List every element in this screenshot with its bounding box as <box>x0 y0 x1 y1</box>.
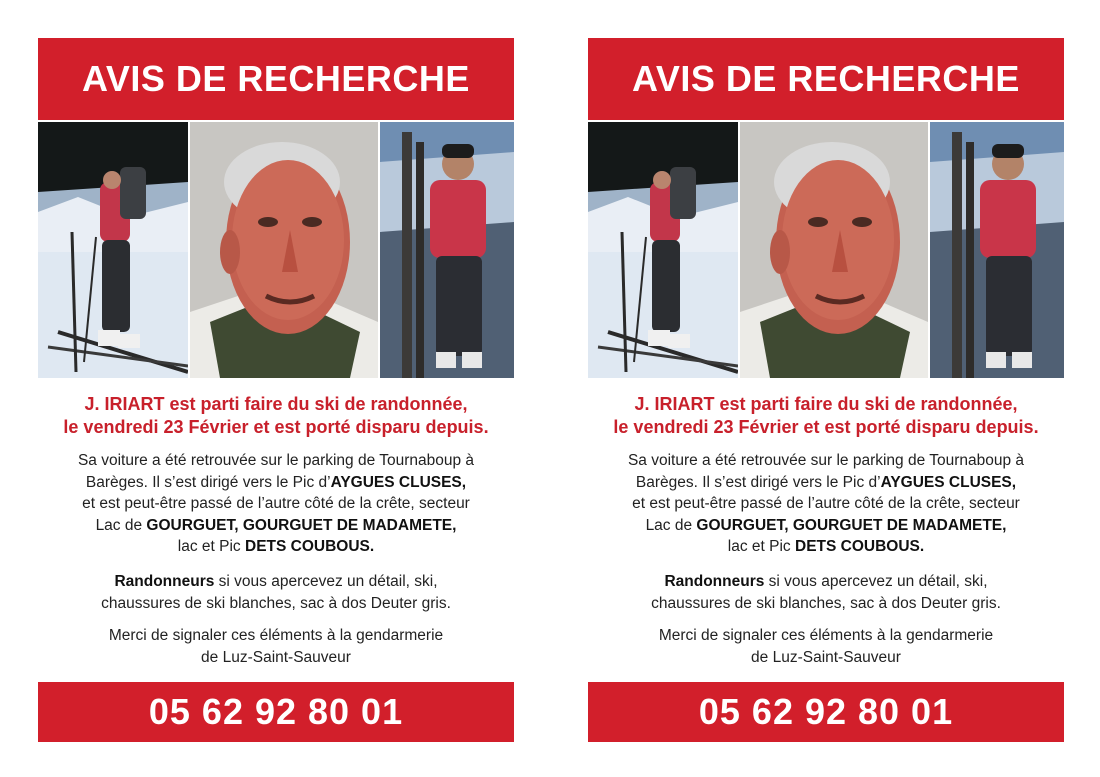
desc-line-4-bold: GOURGUET, GOURGUET DE MADAMETE, <box>696 516 1007 534</box>
hikers-line-1 <box>38 571 514 593</box>
desc-line-4 <box>38 515 514 537</box>
description-paragraph <box>38 450 514 558</box>
desc-line-5-text: lac et Pic <box>727 538 795 555</box>
desc-line-1: Sa voiture a été retrouvée sur le parking de Tournaboup à <box>627 452 1025 469</box>
portrait-photo <box>740 122 928 378</box>
thanks-line-1: Merci de signaler ces éléments à la gendarmerie <box>108 627 444 644</box>
desc-line-3: et est peut-être passé de l’autre côté de la crête, secteur <box>632 495 1020 512</box>
desc-line-5 <box>588 536 1064 558</box>
desc-line-4 <box>588 515 1064 537</box>
thanks-paragraph <box>588 625 1064 668</box>
lead-text <box>38 393 514 439</box>
skier-back-photo <box>588 122 738 378</box>
hikers-line-2: chaussures de ski blanches, sac à dos Deuter gris. <box>101 594 451 612</box>
thanks-line-1: Merci de signaler ces éléments à la gendarmerie <box>658 627 994 644</box>
thanks-line-2: de Luz-Saint-Sauveur <box>751 648 901 666</box>
thanks-line-2: de Luz-Saint-Sauveur <box>201 648 351 666</box>
hikers-line-1 <box>588 571 1064 593</box>
desc-line-5-bold: DETS COUBOUS. <box>245 538 375 555</box>
desc-line-2-text: Barèges. Il s’est dirigé vers le Pic d’ <box>85 473 331 491</box>
hikers-line-1-bold: Randonneurs <box>664 573 765 590</box>
hikers-line-1-bold: Randonneurs <box>114 573 215 590</box>
desc-line-1: Sa voiture a été retrouvée sur le parking de Tournaboup à <box>77 452 475 469</box>
phone-number: 05 62 92 80 01 <box>38 682 514 742</box>
photo-strip <box>38 122 514 378</box>
skier-back-photo <box>38 122 188 378</box>
poster-title: AVIS DE RECHERCHE <box>38 38 514 120</box>
missing-person-poster-left <box>38 38 514 742</box>
photo-strip <box>588 122 1064 378</box>
portrait-photo <box>190 122 378 378</box>
desc-line-2-bold: AYGUES CLUSES, <box>880 473 1017 491</box>
desc-line-4-text: Lac de <box>95 516 147 534</box>
desc-line-5-bold: DETS COUBOUS. <box>795 538 925 555</box>
phone-number: 05 62 92 80 01 <box>588 682 1064 742</box>
poster-title: AVIS DE RECHERCHE <box>588 38 1064 120</box>
desc-line-2-bold: AYGUES CLUSES, <box>330 473 467 491</box>
thanks-paragraph <box>38 625 514 668</box>
lead-text <box>588 393 1064 439</box>
desc-line-3: et est peut-être passé de l’autre côté de la crête, secteur <box>82 495 470 512</box>
hikers-line-1-text: si vous apercevez un détail, ski, <box>764 573 988 590</box>
missing-person-poster-right <box>588 38 1064 742</box>
hikers-paragraph <box>38 571 514 614</box>
desc-line-2-text: Barèges. Il s’est dirigé vers le Pic d’ <box>635 473 881 491</box>
desc-line-4-bold: GOURGUET, GOURGUET DE MADAMETE, <box>146 516 457 534</box>
desc-line-4-text: Lac de <box>645 516 697 534</box>
lead-line-2: le vendredi 23 Février et est porté disparu depuis. <box>63 417 489 437</box>
lead-line-1: J. IRIART est parti faire du ski de randonnée, <box>634 394 1018 414</box>
description-paragraph <box>588 450 1064 558</box>
desc-line-2 <box>38 472 514 494</box>
lead-line-2: le vendredi 23 Février et est porté disparu depuis. <box>613 417 1039 437</box>
hikers-line-2: chaussures de ski blanches, sac à dos Deuter gris. <box>651 594 1001 612</box>
desc-line-5 <box>38 536 514 558</box>
lead-line-1: J. IRIART est parti faire du ski de randonnée, <box>84 394 468 414</box>
desc-line-5-text: lac et Pic <box>177 538 245 555</box>
skier-front-photo <box>930 122 1064 378</box>
hikers-line-1-text: si vous apercevez un détail, ski, <box>214 573 438 590</box>
desc-line-2 <box>588 472 1064 494</box>
hikers-paragraph <box>588 571 1064 614</box>
skier-front-photo <box>380 122 514 378</box>
